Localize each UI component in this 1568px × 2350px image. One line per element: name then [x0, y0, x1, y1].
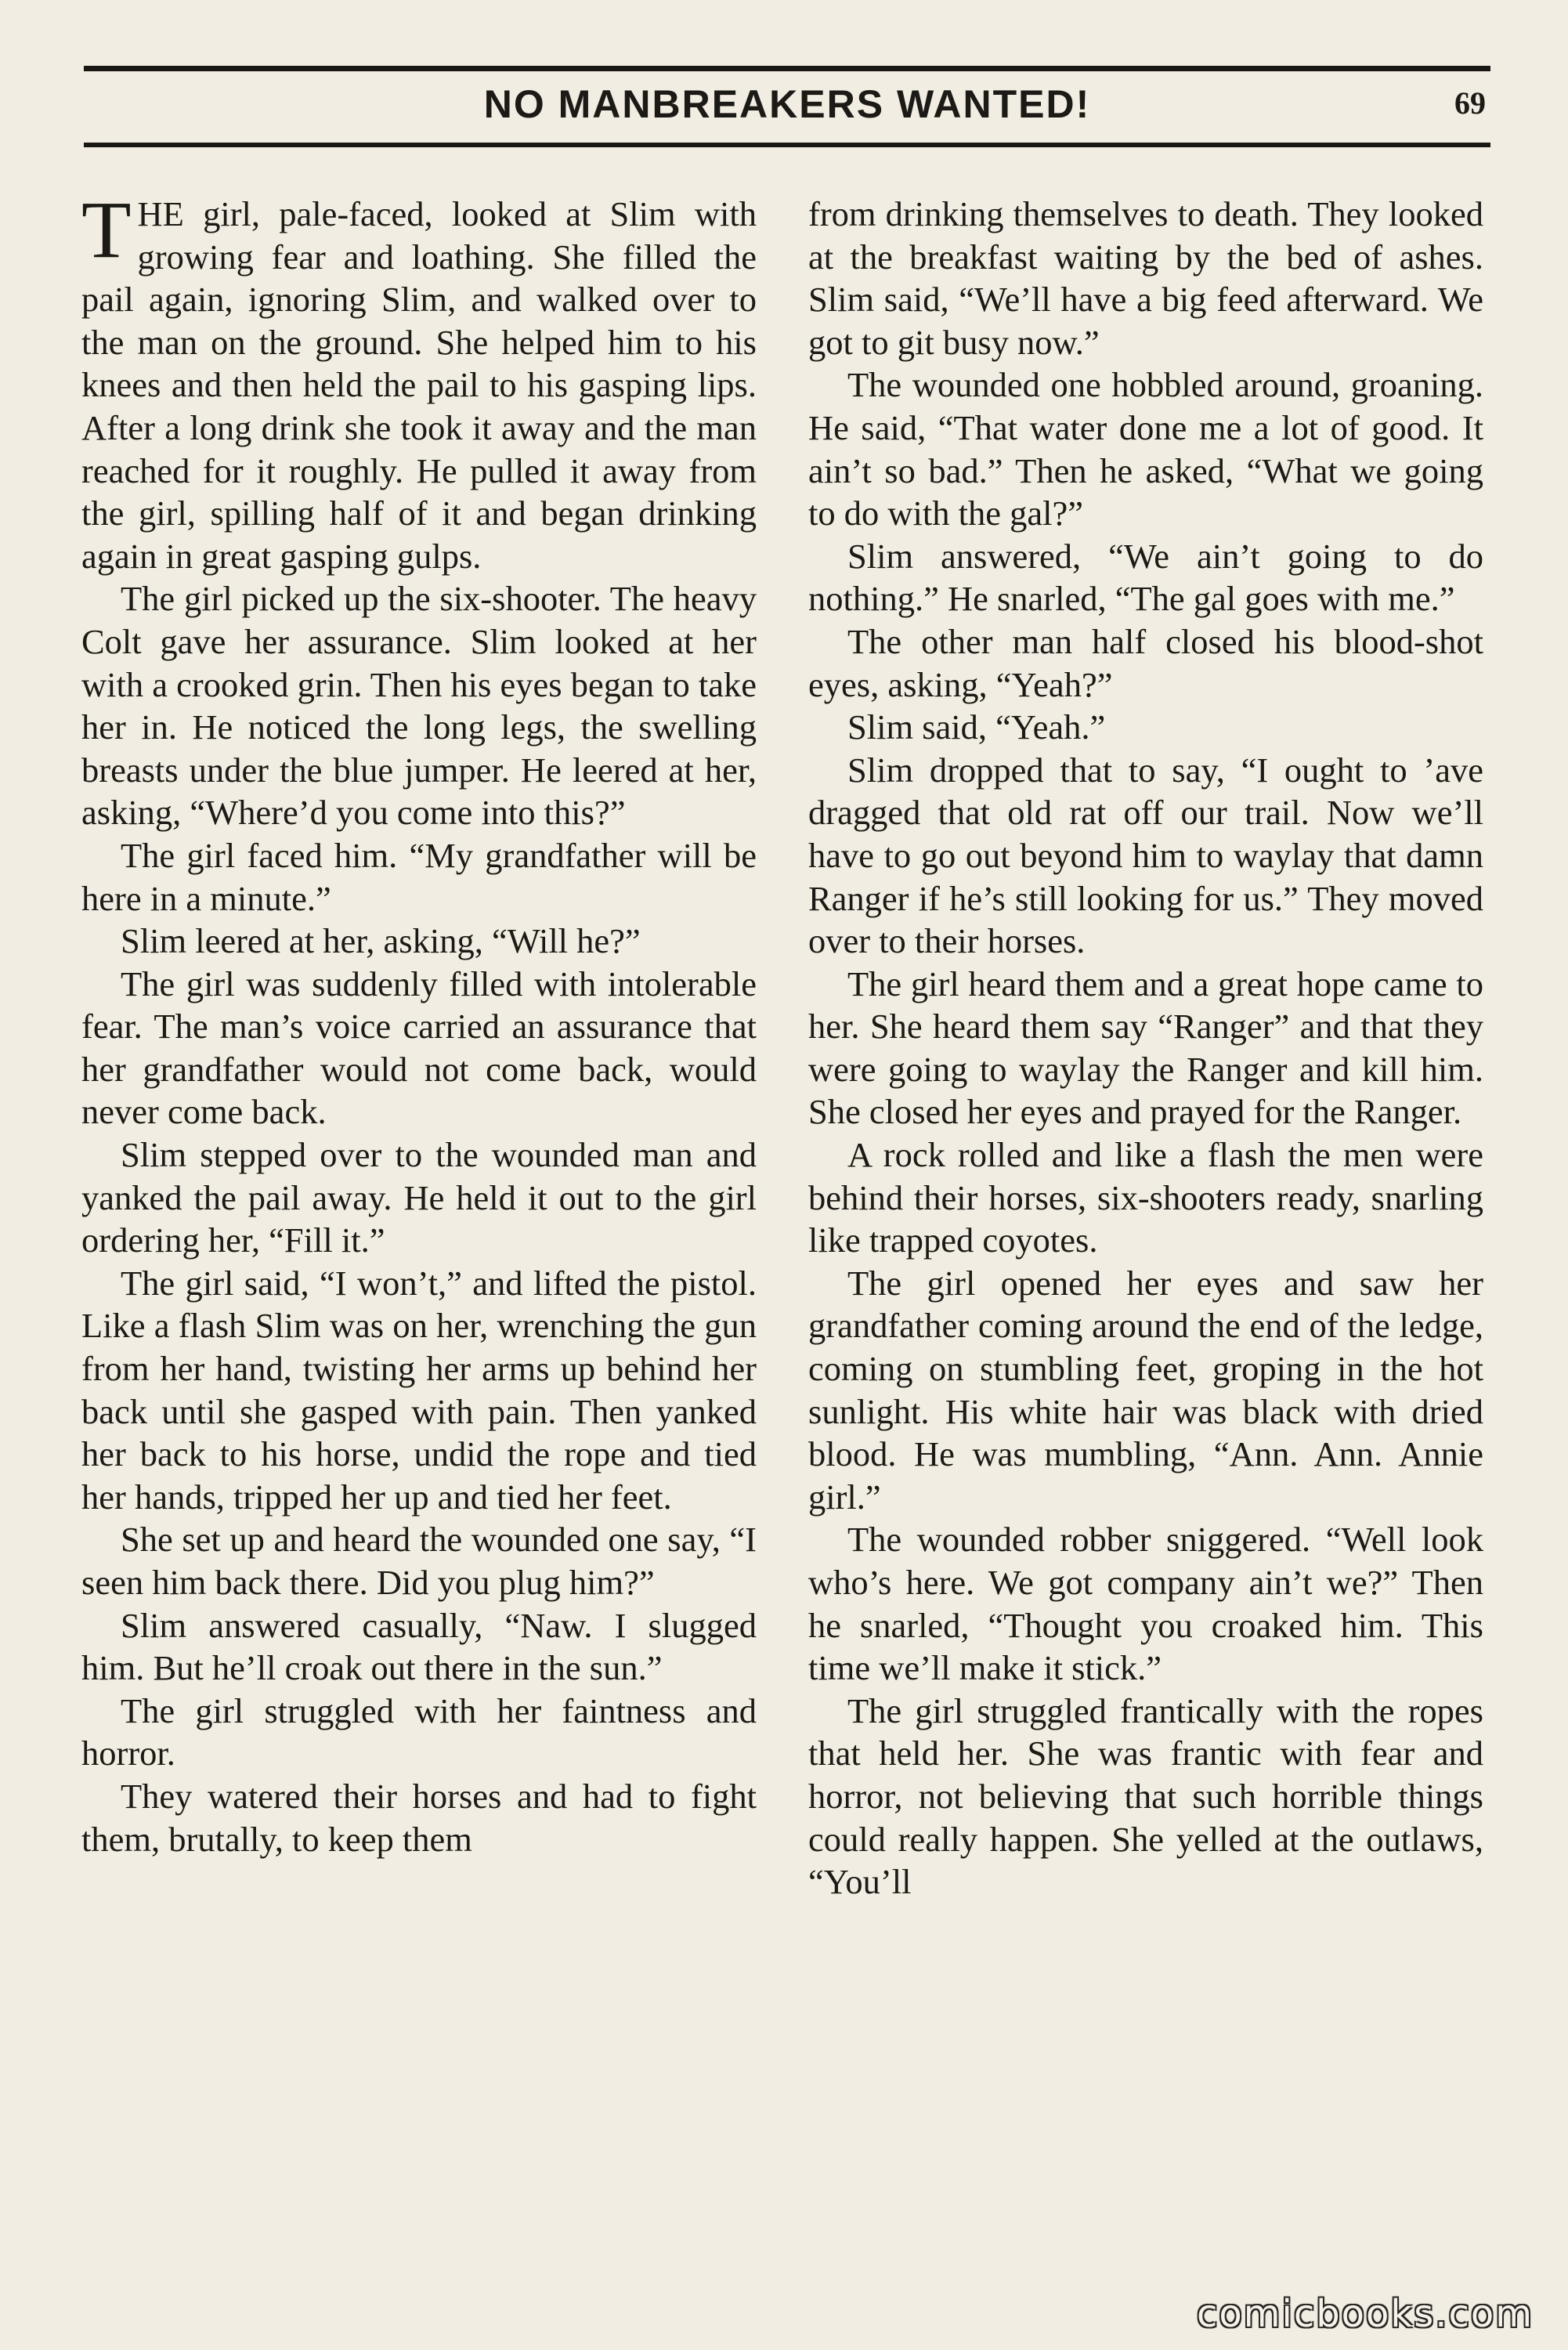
paragraph: A rock rolled and like a flash the men were behind their horses, six-shooters ready, snarling like trapped coyotes.	[808, 1135, 1483, 1260]
paragraph: from drinking themselves to death. They looked at the breakfast waiting by the bed of ashes. Slim said, “We’ll have a big feed afterward. We got to git busy now.”	[808, 194, 1483, 362]
paragraph: The girl was suddenly filled with intolerable fear. The man’s voice carried an assurance that her grandfather would not come back, would never come back.	[81, 964, 757, 1132]
paragraph	[81, 185, 757, 577]
paragraph: The girl picked up the six-shooter. The heavy Colt gave her assurance. Slim looked at her with a crooked grin. Then his eyes began to take her in. He noticed the long legs, the swelling breasts under the blue jumper. He leered at her, asking, “Where’d you come into this?”	[81, 579, 757, 833]
right-column	[808, 193, 1483, 1904]
paragraph: The girl opened her eyes and saw her grandfather coming around the end of the ledge, coming on stumbling feet, groping in the hot sunlight. His white hair was black with dried blood. He was mumbling, “Ann. Ann. Annie girl.”	[808, 1263, 1483, 1517]
paragraph: The girl faced him. “My grandfather will be here in a minute.”	[81, 835, 757, 918]
paragraph: Slim stepped over to the wounded man and yanked the pail away. He held it out to the girl ordering her, “Fill it.”	[81, 1135, 757, 1260]
paragraph: She set up and heard the wounded one say, “I seen him back there. Did you plug him?”	[81, 1520, 757, 1602]
paragraph: Slim leered at her, asking, “Will he?”	[121, 921, 641, 961]
page-number: 69	[1454, 85, 1486, 121]
paragraph: Slim dropped that to say, “I ought to ’ave dragged that old rat off our trail. Now we’ll have to go out beyond him to waylay that damn Ranger if he’s still looking for us.” They moved over to their horses.	[808, 750, 1483, 961]
watermark: comicbooks.com	[1196, 2292, 1534, 2336]
header-bottom-rule	[84, 143, 1490, 147]
paragraph: The wounded one hobbled around, groaning. He said, “That water done me a lot of good. It ain’t so bad.” Then he asked, “What we going to do with the gal?”	[808, 365, 1483, 533]
left-column	[81, 185, 757, 1860]
paragraph: The girl said, “I won’t,” and lifted the pistol. Like a flash Slim was on her, wrenching the gun from her hand, twisting her arms up behind her back until she gasped with pain. Then yanked her back to his horse, undid the rope and tied her hands, tripped her up and tied her feet.	[81, 1263, 757, 1517]
paragraph: The other man half closed his blood-shot eyes, asking, “Yeah?”	[808, 621, 1483, 704]
paragraph: The girl struggled with her faintness and horror.	[81, 1690, 757, 1773]
paragraph: They watered their horses and had to fight them, brutally, to keep them	[81, 1776, 757, 1859]
drop-cap: T	[81, 185, 132, 275]
paragraph: Slim answered, “We ain’t going to do nothing.” He snarled, “The gal goes with me.”	[808, 536, 1483, 619]
paragraph-text: HE girl, pale-faced, looked at Slim with growing fear and loathing. She filled the pail again, ignoring Slim, and walked over to the man on the ground. She helped him to his knees and then held the pail to his gasping lips. After a long drink she took it away and the man reached for it roughly. He pulled it away from the girl, spilling half of it and began drinking again in great gasping gulps.	[81, 194, 757, 576]
paragraph: The girl heard them and a great hope came to her. She heard them say “Ranger” and that they were going to waylay the Ranger and kill him. She closed her eyes and prayed for the Ranger.	[808, 964, 1483, 1132]
paragraph: The girl struggled frantically with the ropes that held her. She was frantic with fear and horror, not believing that such horrible things could really happen. She yelled at the outlaws, “You’ll	[808, 1690, 1483, 1902]
paragraph: Slim answered casually, “Naw. I slugged him. But he’ll croak out there in the sun.”	[81, 1605, 757, 1688]
page-title: NO MANBREAKERS WANTED!	[483, 82, 1091, 126]
header-top-rule	[84, 66, 1490, 71]
running-header	[84, 75, 1490, 138]
paragraph: The wounded robber sniggered. “Well look who’s here. We got company ain’t we?” Then he snarled, “Thought you croaked him. This time we’ll make it stick.”	[808, 1520, 1483, 1688]
paragraph: Slim said, “Yeah.”	[847, 707, 1106, 747]
